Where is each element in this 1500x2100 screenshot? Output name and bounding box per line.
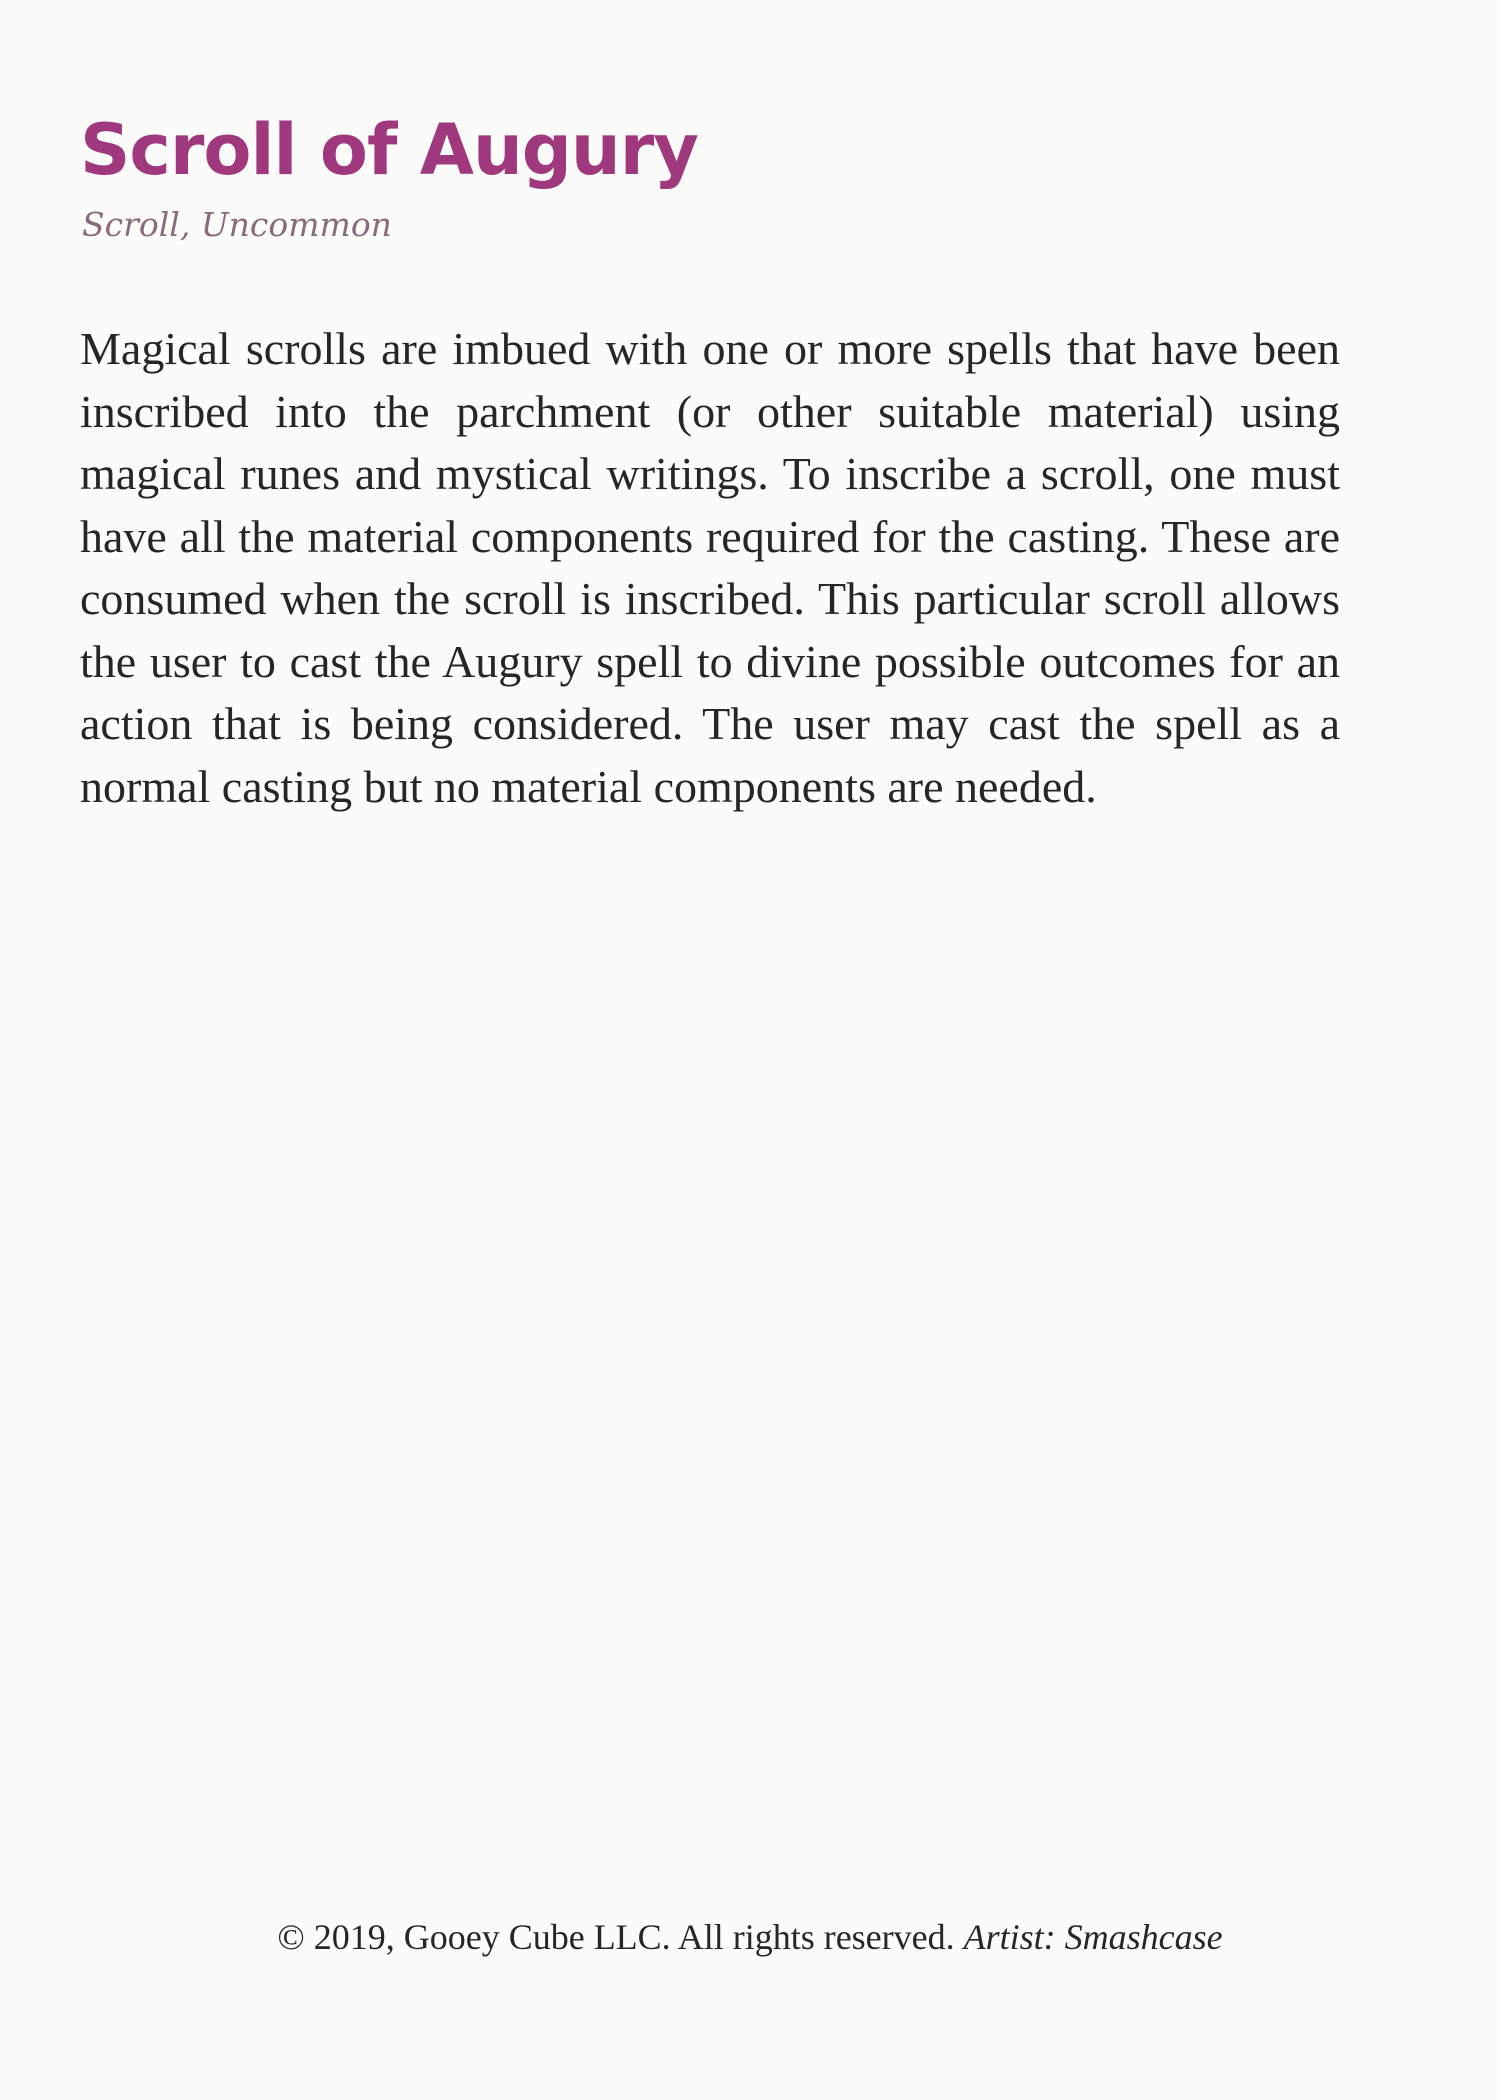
card-description: Magical scrolls are imbued with one or more spells that have been inscribed into the parchment (or other suitable material) using magical runes and mystical writings. To inscribe a scroll, one must have all the material components required for the casting. These are consumed when the scroll is inscribed. This particular scroll allows the user to cast the Augury spell to divine possible outcomes for an action that is being considered. The user may cast the spell as a normal casting but no material components are needed. [80, 323, 1340, 812]
card-footer [0, 1915, 1500, 1959]
card-subtitle: Scroll, Uncommon [82, 205, 392, 244]
copyright-notice: © 2019, Gooey Cube LLC. All rights reserved. [277, 1917, 955, 1957]
artist-credit: Artist: Smashcase [963, 1917, 1223, 1957]
card-title: Scroll of Augury [80, 109, 698, 191]
